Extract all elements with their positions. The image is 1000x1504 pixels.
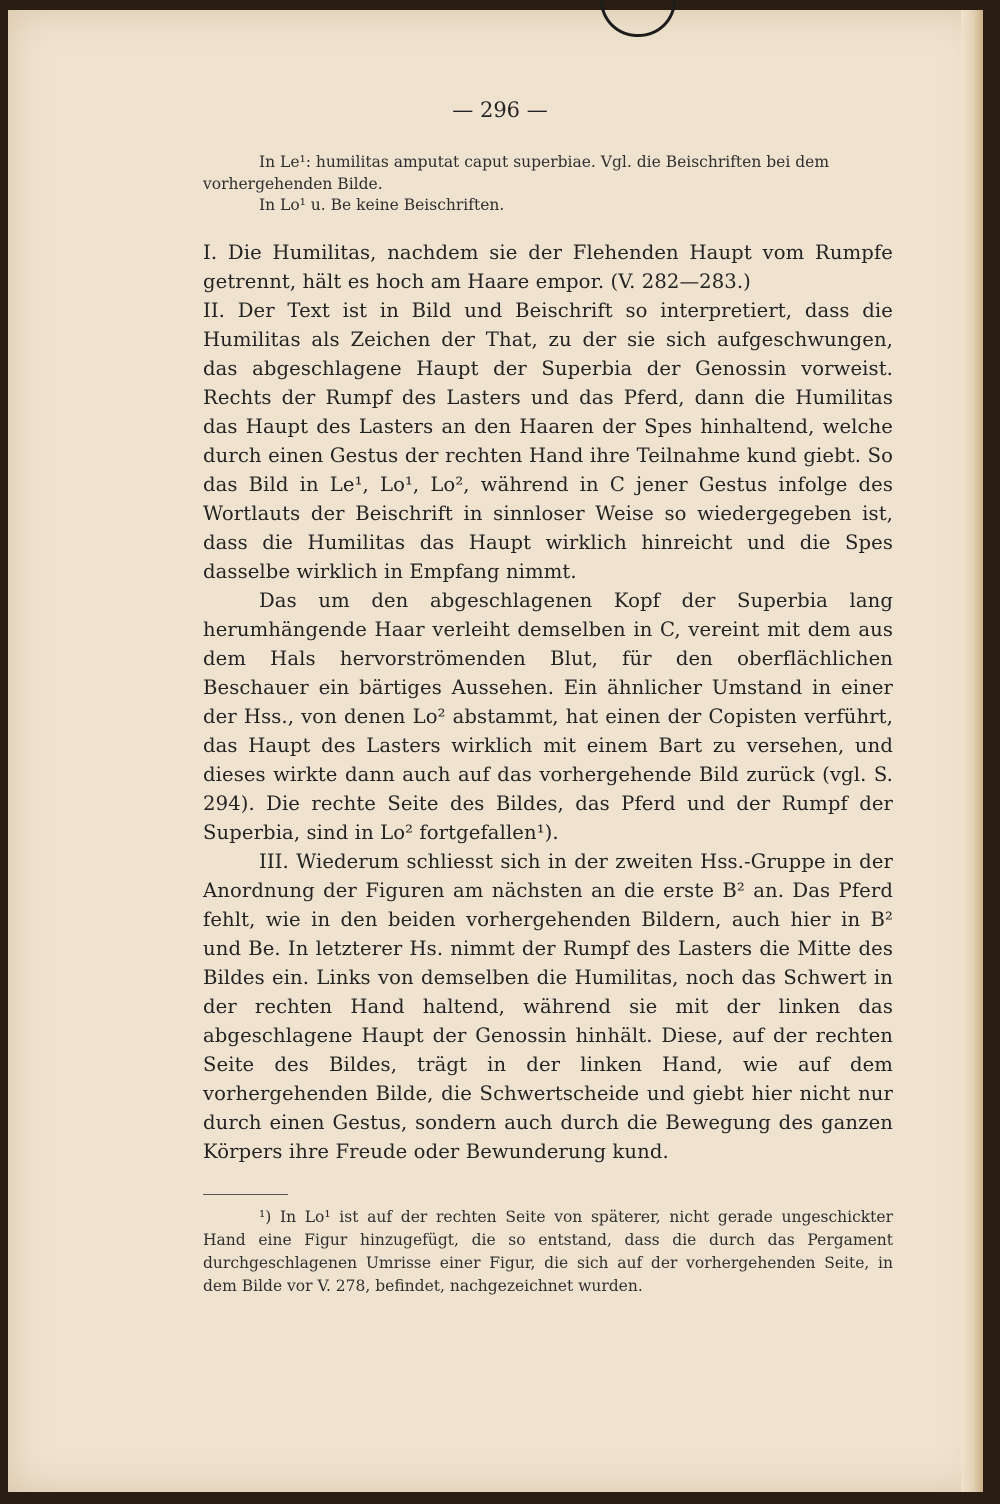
footnote-rule	[203, 1194, 288, 1195]
paragraph-1: I. Die Humilitas, nachdem sie der Flehenden Haupt vom Rumpfe getrennt, hält es hoch am Haare empor. (V. 282—283.)	[203, 241, 893, 293]
paragraph-3: Das um den abgeschlagenen Kopf der Superbia lang herumhängende Haar verleiht demselben in C, vereint mit dem aus dem Hals hervorströmenden Blut, für den oberflächlichen Beschauer ein bärtiges Aussehen. Ein ähnlicher Umstand in einer der Hss., von denen Lo² abstammt, hat einen der Copisten verführt, das Haupt des Lasters wirklich mit einem Bart zu versehen, und dieses wirkte dann auch auf das vorhergehende Bild zurück (vgl. S. 294). Die rechte Seite des Bildes, das Pferd und der Rumpf der Superbia, sind in Lo² fortgefallen¹).	[203, 589, 893, 844]
footnote-1: ¹) In Lo¹ ist auf der rechten Seite von späterer, nicht gerade ungeschickter Hand eine Figur hinzugefügt, die so entstand, dass die durch das Pergament durchgeschlagenen Umrisse einer Figur, die sich auf der vorhergehenden Seite, in dem Bilde vor V. 278, befindet, nachgezeichnet wurden.	[203, 1208, 893, 1295]
footnote-block	[203, 1206, 893, 1298]
paragraph-2: II. Der Text ist in Bild und Beischrift so interpretiert, dass die Humilitas als Zeichen der That, zu der sie sich aufgeschwungen, das abgeschlagene Haupt der Superbia der Genossin vorweist. Rechts der Rumpf des Lasters und das Pferd, dann die Humilitas das Haupt des Lasters an den Haaren der Spes hinhaltend, welche durch einen Gestus der rechten Hand ihre Teilnahme kund giebt. So das Bild in Le¹, Lo¹, Lo², während in C jener Gestus infolge des Wortlauts der Beischrift in sinnloser Weise so wiedergegeben ist, dass die Humilitas das Haupt wirklich hinreicht und die Spes dasselbe wirklich in Empfang nimmt.	[203, 299, 893, 583]
paragraph-4: III. Wiederum schliesst sich in der zweiten Hss.-Gruppe in der Anordnung der Figuren am nächsten an die erste B² an. Das Pferd fehlt, wie in den beiden vorhergehenden Bildern, auch hier in B² und Be. In letzterer Hs. nimmt der Rumpf des Lasters die Mitte des Bildes ein. Links von demselben die Humilitas, noch das Schwert in der rechten Hand haltend, während sie mit der linken das abgeschlagene Haupt der Genossin hinhält. Diese, auf der rechten Seite des Bildes, trägt in der linken Hand, wie auf dem vorhergehenden Bilde, die Schwertscheide und giebt hier nicht nur durch einen Gestus, sondern auch durch die Bewegung des ganzen Körpers ihre Freude oder Bewunderung kund.	[203, 850, 893, 1163]
manuscript-notes	[203, 152, 893, 217]
page-number: — 296 —	[452, 98, 548, 122]
note-line-2: In Lo¹ u. Be keine Beischriften.	[259, 196, 505, 214]
body-text	[203, 238, 893, 1166]
note-line-1: In Le¹: humilitas amputat caput superbiae. Vgl. die Beischriften bei dem vorhergehenden Bilde.	[203, 153, 830, 193]
page-edge	[961, 10, 983, 1492]
